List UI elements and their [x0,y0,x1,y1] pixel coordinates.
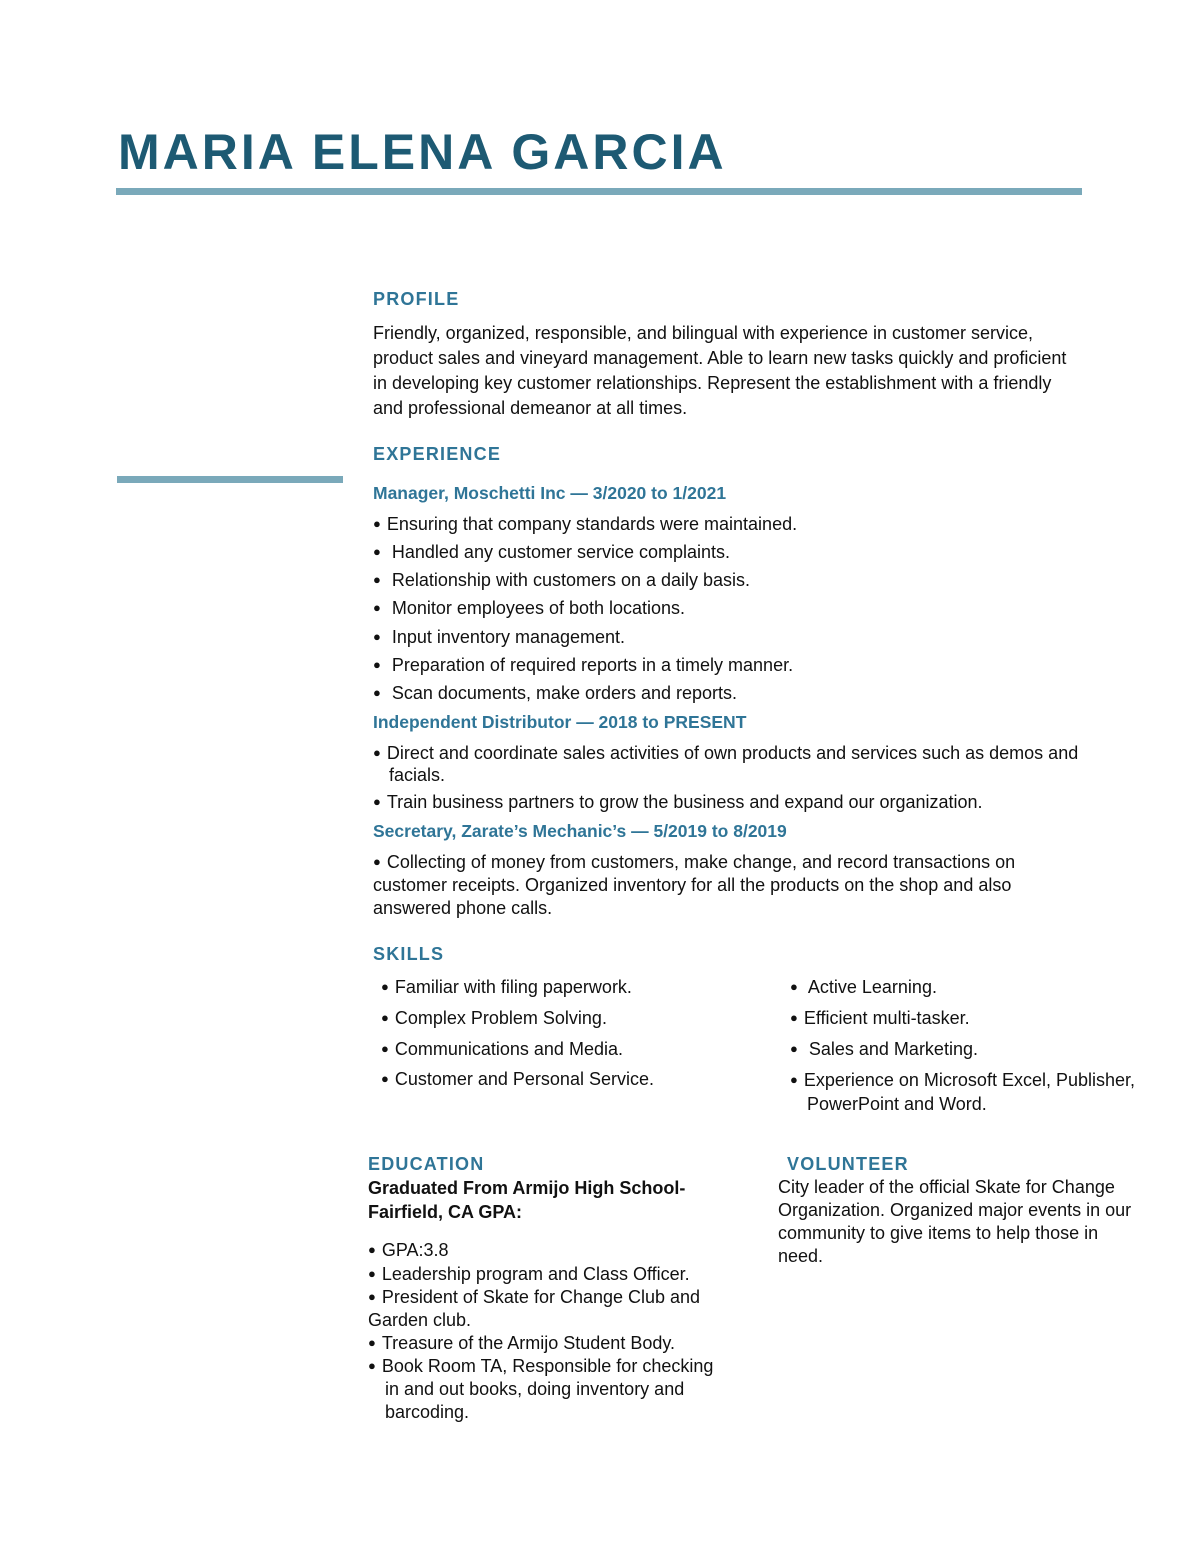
list-item: ● Handled any customer service complaints. [373,542,731,562]
list-item: ● Collecting of money from customers, make change, and record transactions on customer receipts. Organized inventory for all the products on the shop and also answered phone calls. [373,852,1016,918]
bullet-icon: ● [373,794,381,809]
volunteer-text: City leader of the official Skate for Change Organization. Organized major events in our community to give items to help those in need. [778,1177,1132,1266]
bullet-icon: ● [373,745,381,760]
list-item: ● Relationship with customers on a daily basis. [373,570,751,590]
job-title-manager: Manager, Moschetti Inc — 3/2020 to 1/2021 [373,483,727,503]
bullet-icon: ● [373,854,381,869]
bullet-icon: ● [790,1072,798,1087]
header-divider [116,188,1082,195]
bullet-icon: ● [368,1242,376,1257]
list-item: ● Experience on Microsoft Excel, Publisher, PowerPoint and Word. [790,1070,1136,1114]
list-item: ● Scan documents, make orders and reports. [373,683,738,703]
bullet-icon: ● [373,657,381,672]
bullet-icon: ● [368,1266,376,1281]
list-item: ● Treasure of the Armijo Student Body. [368,1333,676,1353]
profile-text: Friendly, organized, responsible, and bilingual with experience in customer service, product sales and vineyard management. Able to learn new tasks quickly and proficient in developing key customer relationships. Represent the establishment with a friendly and professional demeanor at all times. [373,323,1067,418]
experience-heading: EXPERIENCE [373,444,502,464]
list-item: ● Monitor employees of both locations. [373,598,686,618]
bullet-icon: ● [373,685,381,700]
volunteer-heading: VOLUNTEER [787,1154,909,1174]
list-item: ● Active Learning. [790,977,937,997]
bullet-icon: ● [368,1358,376,1373]
list-item: ● Familiar with filing paperwork. [381,977,632,997]
bullet-icon: ● [381,1041,389,1056]
list-item: ● Input inventory management. [373,627,626,647]
bullet-icon: ● [381,979,389,994]
bullet-icon: ● [373,600,381,615]
list-item: ● Ensuring that company standards were maintained. [373,514,798,534]
bullet-icon: ● [790,979,798,994]
side-divider [117,476,343,483]
list-item: ● Complex Problem Solving. [381,1008,607,1028]
list-item: ● Communications and Media. [381,1039,623,1059]
bullet-icon: ● [368,1335,376,1350]
list-item: ● Efficient multi-tasker. [790,1008,970,1028]
list-item: ● Sales and Marketing. [790,1039,978,1059]
list-item: ● Preparation of required reports in a timely manner. [373,655,794,675]
skills-heading: SKILLS [373,944,445,964]
bullet-icon: ● [373,572,381,587]
bullet-icon: ● [381,1010,389,1025]
bullet-icon: ● [373,629,381,644]
profile-heading: PROFILE [373,289,460,309]
school-name: Graduated From Armijo High School- Fairfield, CA GPA: [368,1178,686,1222]
bullet-icon: ● [373,544,381,559]
job-title-secretary: Secretary, Zarate’s Mechanic’s — 5/2019 to 8/2019 [373,821,787,841]
bullet-icon: ● [381,1071,389,1086]
bullet-icon: ● [790,1010,798,1025]
candidate-name: MARIA ELENA GARCIA [118,124,727,180]
bullet-icon: ● [368,1289,376,1304]
list-item: ● Customer and Personal Service. [381,1069,654,1089]
bullet-icon: ● [790,1041,798,1056]
bullet-icon: ● [373,516,381,531]
list-item: ● Book Room TA, Responsible for checking in and out books, doing inventory and barcoding. [368,1356,714,1422]
list-item: ● President of Skate for Change Club and Garden club. [368,1287,701,1330]
list-item: ● GPA:3.8 [368,1240,449,1260]
job-title-distributor: Independent Distributor — 2018 to PRESENT [373,712,747,732]
list-item: ● Direct and coordinate sales activities of own products and services such as demos and facials. [373,743,1079,785]
education-heading: EDUCATION [368,1154,485,1174]
list-item: ● Train business partners to grow the business and expand our organization. [373,792,983,812]
list-item: ● Leadership program and Class Officer. [368,1264,690,1284]
